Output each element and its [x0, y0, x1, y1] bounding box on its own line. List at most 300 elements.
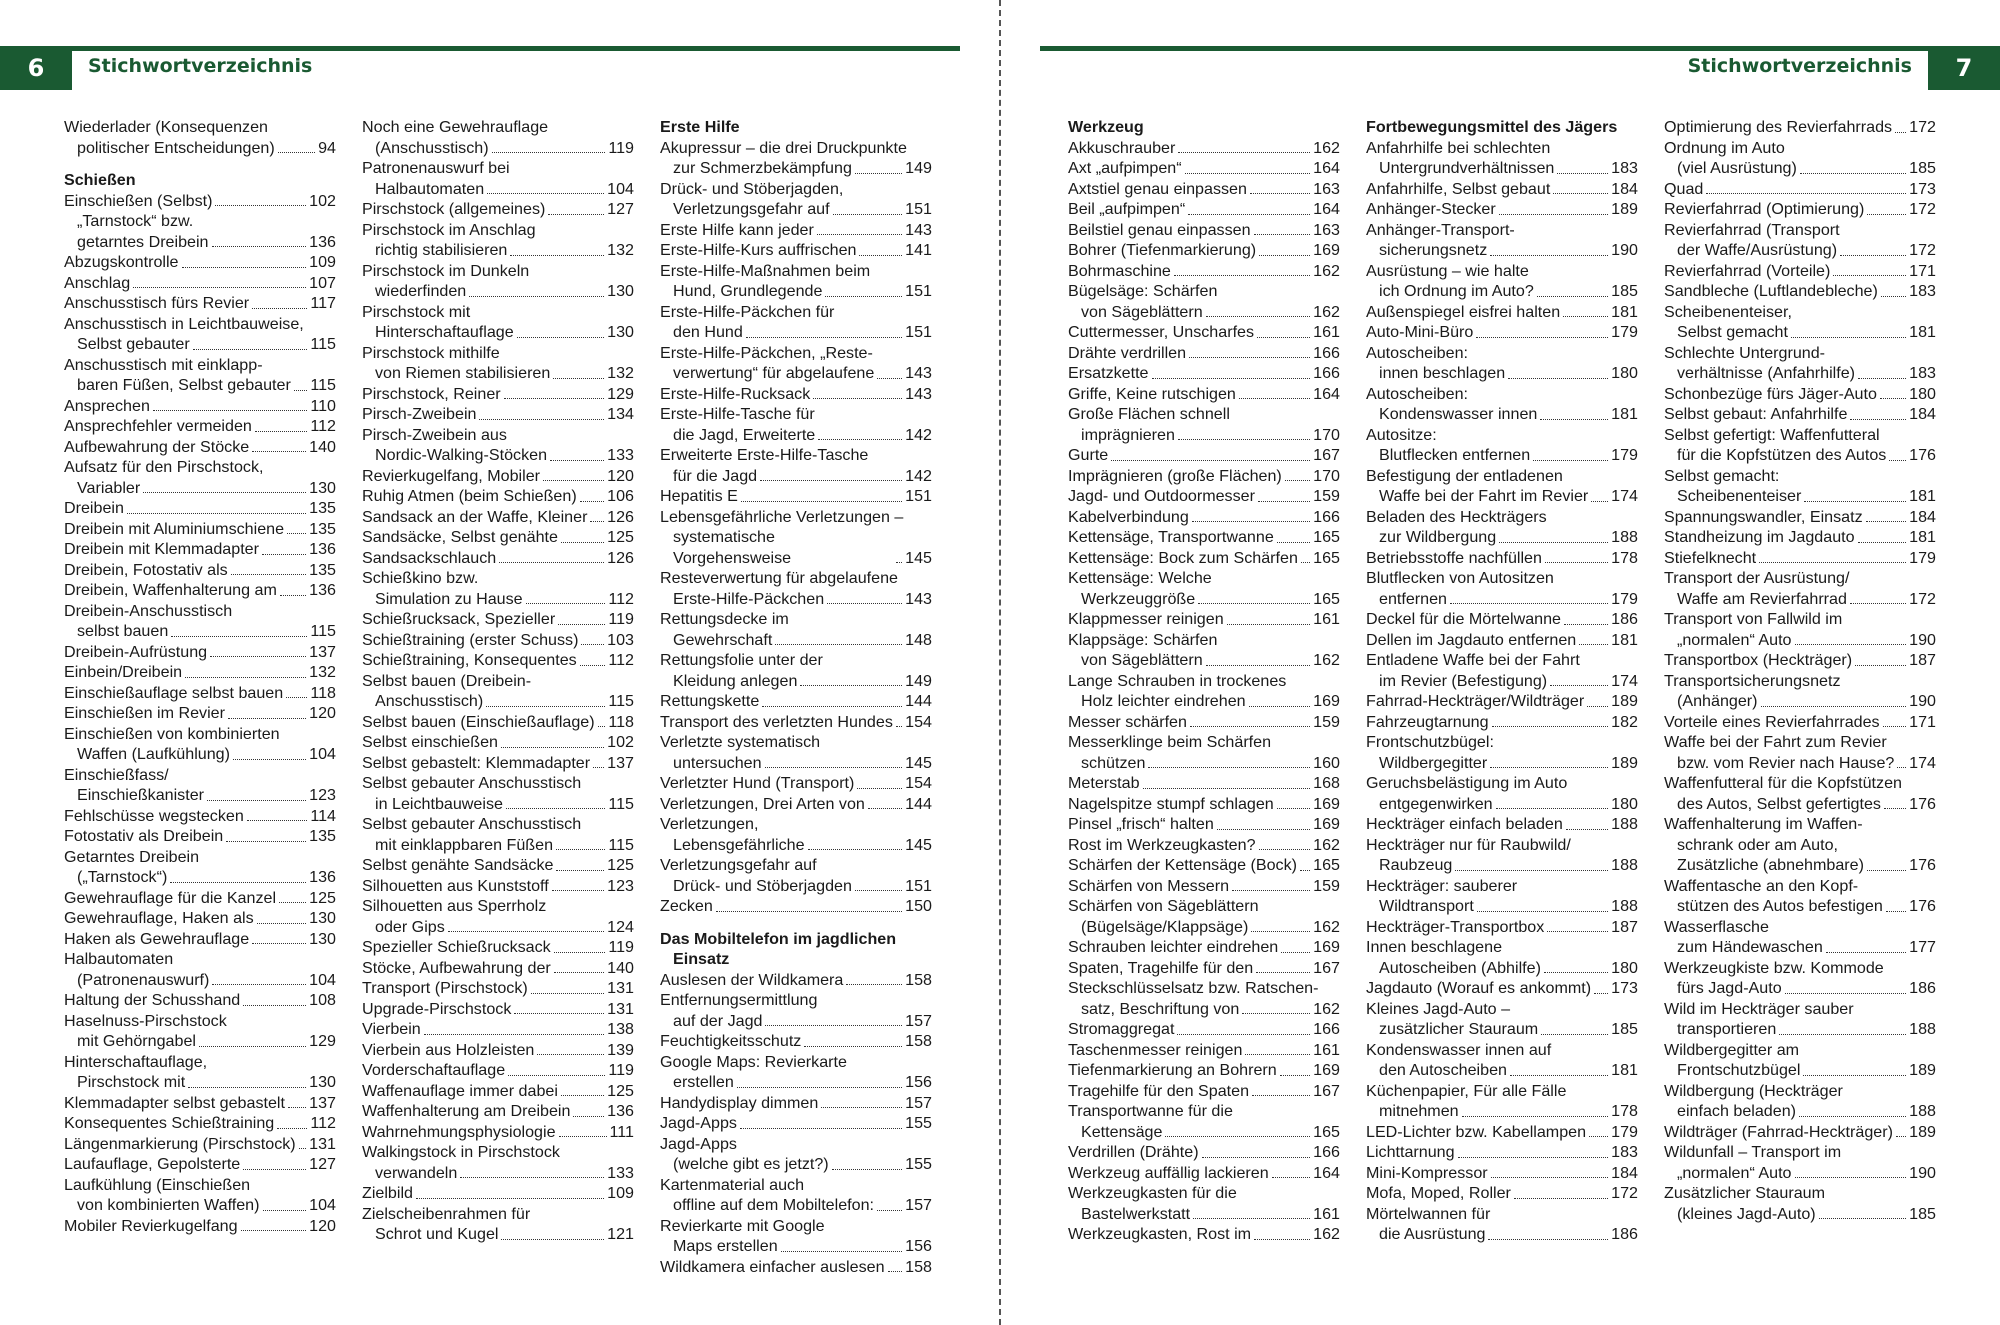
- dot-leader: [207, 800, 306, 801]
- index-entry: [362, 548, 634, 569]
- index-entry: [64, 478, 336, 499]
- dot-leader: [1189, 357, 1310, 358]
- index-entry: [1068, 1040, 1340, 1061]
- entry-page-number: 183: [1909, 282, 1936, 300]
- dot-leader: [1540, 419, 1608, 420]
- dot-leader: [556, 870, 604, 871]
- entry-term: Heckträger-Transportbox: [1366, 917, 1545, 936]
- entry-term: transportieren: [1677, 1020, 1777, 1038]
- entry-term: von Sägeblättern: [1081, 302, 1203, 321]
- entry-page-number: 159: [1313, 487, 1340, 505]
- entry-page-number: 181: [1909, 487, 1936, 505]
- index-entry: [1366, 1224, 1638, 1245]
- index-entry: [1664, 712, 1936, 733]
- index-entry-line: Erste-Hilfe-Päckchen für: [660, 302, 835, 321]
- index-entry: [64, 662, 336, 683]
- dot-leader: [299, 1148, 306, 1149]
- index-entry: [1068, 425, 1340, 446]
- index-entry-line: Waffentasche an den Kopf-: [1664, 876, 1859, 895]
- entry-page-number: 131: [309, 1134, 336, 1153]
- index-entry-line: Heckträger: sauberer: [1366, 876, 1518, 895]
- entry-page-number: 179: [1611, 323, 1638, 341]
- index-entry: [362, 466, 634, 487]
- entry-term: Stöcke, Aufbewahrung der: [362, 958, 551, 977]
- entry-term: Rost im Werkzeugkasten?: [1068, 835, 1256, 854]
- dot-leader: [1185, 173, 1311, 174]
- index-entry-line: Patronenauswurf bei: [362, 159, 510, 177]
- entry-page-number: 166: [1313, 1020, 1340, 1038]
- entry-term: Waffe am Revierfahrrad: [1677, 589, 1847, 608]
- entry-page-number: 107: [309, 273, 336, 292]
- index-entry: [64, 990, 336, 1011]
- index-entry: [1664, 1163, 1936, 1184]
- entry-term: Wildbergegitter: [1379, 753, 1488, 772]
- index-entry: [1664, 794, 1936, 815]
- entry-term: Wildtransport: [1379, 897, 1474, 915]
- index-entry-line: Küchenpapier, Für alle Fälle: [1366, 1081, 1567, 1100]
- index-entry: [660, 671, 932, 692]
- entry-page-number: 170: [1313, 466, 1340, 485]
- entry-term: Kabelverbindung: [1068, 507, 1189, 526]
- entry-page-number: 183: [1611, 159, 1638, 177]
- entry-term: zum Händewaschen: [1677, 938, 1823, 956]
- entry-term: Schonbezüge fürs Jäger-Auto: [1664, 384, 1877, 403]
- entry-page-number: 188: [1909, 1102, 1936, 1120]
- entry-page-number: 132: [607, 364, 634, 382]
- dot-leader: [1462, 1116, 1609, 1117]
- entry-term: Selbst gebauter: [77, 335, 190, 353]
- index-entry-line: Erste-Hilfe-Päckchen, „Reste-: [660, 343, 873, 362]
- entry-page-number: 180: [1611, 794, 1638, 813]
- entry-page-number: 178: [1611, 548, 1638, 567]
- entry-term: Revierkugelfang, Mobiler: [362, 466, 541, 485]
- entry-page-number: 166: [1313, 343, 1340, 362]
- dot-leader: [243, 1169, 306, 1170]
- index-entry: [362, 363, 634, 384]
- dot-leader: [825, 296, 902, 297]
- entry-page-number: 142: [905, 466, 932, 485]
- index-entry: [362, 630, 634, 651]
- entry-page-number: 154: [905, 712, 932, 731]
- dot-leader: [182, 267, 307, 268]
- dot-leader: [1188, 214, 1310, 215]
- entry-page-number: 181: [1611, 630, 1638, 649]
- entry-page-number: 179: [1909, 548, 1936, 567]
- dot-leader: [1566, 829, 1608, 830]
- index-entry: [1366, 712, 1638, 733]
- entry-page-number: 166: [1313, 364, 1340, 382]
- entry-page-number: 186: [1611, 610, 1638, 628]
- index-entry-line: Pirschstock im Dunkeln: [362, 261, 530, 280]
- index-entry-line: Selbst bauen (Dreibein-: [362, 671, 532, 690]
- dot-leader: [1259, 849, 1311, 850]
- index-entry: [660, 486, 932, 507]
- entry-term: offline auf dem Mobiltelefon:: [673, 1196, 874, 1214]
- entry-page-number: 172: [1909, 200, 1936, 218]
- entry-term: Wahrnehmungsphysiologie: [362, 1122, 556, 1141]
- dot-leader: [1550, 685, 1608, 686]
- index-entry-line: Silhouetten aus Sperrholz: [362, 897, 547, 915]
- entry-term: Fahrzeugtarnung: [1366, 712, 1489, 731]
- index-entry-line: Wildbergung (Heckträger: [1664, 1081, 1843, 1100]
- index-entry: [1068, 917, 1340, 938]
- index-entry-line: Revierfahrrad (Transport: [1664, 220, 1840, 239]
- dot-leader: [1553, 193, 1608, 194]
- entry-term: Sandsäcke, Selbst genähte: [362, 528, 558, 546]
- dot-leader: [501, 747, 604, 748]
- entry-page-number: 162: [1313, 835, 1340, 854]
- entry-term: Simulation zu Hause: [375, 589, 523, 608]
- entry-term: Revierfahrrad (Vorteile): [1664, 261, 1831, 280]
- dot-leader: [1152, 378, 1311, 379]
- entry-page-number: 162: [1313, 261, 1340, 280]
- entry-page-number: 104: [309, 970, 336, 989]
- index-entry: [1366, 404, 1638, 425]
- index-entry: [660, 1011, 932, 1032]
- entry-page-number: 137: [607, 753, 634, 772]
- index-entry: [1068, 773, 1340, 794]
- index-entry: [1664, 1204, 1936, 1225]
- dot-leader: [1547, 931, 1608, 932]
- index-entry-line: Wiederlader (Konsequenzen: [64, 118, 268, 136]
- index-entry: [64, 867, 336, 888]
- entry-term: Lichttarnung: [1366, 1143, 1455, 1161]
- entry-term: imprägnieren: [1081, 425, 1175, 444]
- index-entry-line: Revierkarte mit Google: [660, 1216, 825, 1235]
- index-entry: [1366, 1142, 1638, 1163]
- index-entry: [660, 527, 932, 568]
- entry-term: Pirsch-Zweibein: [362, 405, 477, 423]
- index-entry: [64, 519, 336, 540]
- entry-term: der Waffe/Ausrüstung): [1677, 241, 1838, 259]
- index-entry-line: Anschusstisch in Leichtbauweise,: [64, 314, 304, 333]
- entry-page-number: 154: [905, 774, 932, 792]
- entry-page-number: 171: [1909, 712, 1936, 731]
- entry-page-number: 188: [1611, 897, 1638, 915]
- entry-term: zur Schmerzbekämpfung: [673, 159, 852, 177]
- entry-page-number: 161: [1313, 1204, 1340, 1223]
- entry-page-number: 167: [1313, 958, 1340, 977]
- index-entry: [362, 507, 634, 528]
- entry-term: Transportbox (Heckträger): [1664, 651, 1853, 669]
- index-entry: [362, 589, 634, 610]
- entry-term: die Ausrüstung: [1379, 1225, 1486, 1243]
- entry-term: innen beschlagen: [1379, 364, 1506, 382]
- index-entry: [64, 375, 336, 396]
- index-entry-line: Anhänger-Transport-: [1366, 220, 1515, 239]
- entry-term: wiederfinden: [375, 282, 467, 300]
- entry-page-number: 172: [1909, 589, 1936, 608]
- index-entry: [1664, 896, 1936, 917]
- entry-term: im Revier (Befestigung): [1379, 671, 1548, 690]
- dot-leader: [1174, 275, 1310, 276]
- index-entry: [1664, 548, 1936, 569]
- dot-leader: [263, 1210, 307, 1211]
- index-entry: [64, 560, 336, 581]
- entry-term: („Tarnstock“): [77, 868, 168, 886]
- dot-leader: [243, 1005, 306, 1006]
- index-entry: [1366, 609, 1638, 630]
- index-entry: [1664, 404, 1936, 425]
- dot-leader: [1795, 644, 1907, 645]
- entry-term: Verletzter Hund (Transport): [660, 774, 855, 792]
- entry-term: Schärfen der Kettensäge (Bock): [1068, 856, 1298, 874]
- dot-leader: [199, 1046, 306, 1047]
- index-entry-line: Drück- und Stöberjagden,: [660, 179, 844, 198]
- entry-term: Ersatzkette: [1068, 364, 1149, 382]
- dot-leader: [278, 152, 315, 153]
- entry-term: Vorteile eines Revierfahrrades: [1664, 712, 1880, 731]
- entry-page-number: 119: [608, 138, 634, 157]
- entry-term: Erste-Hilfe-Päckchen: [673, 589, 825, 608]
- index-entry: [64, 826, 336, 847]
- index-entry-line: Erweiterte Erste-Hilfe-Tasche: [660, 446, 869, 464]
- entry-page-number: 148: [905, 630, 932, 649]
- index-entry: [1366, 896, 1638, 917]
- entry-term: „normalen“ Auto: [1677, 1163, 1792, 1182]
- index-entry-line: Wildbergegitter am: [1664, 1040, 1800, 1059]
- entry-page-number: 169: [1313, 1061, 1340, 1079]
- dot-leader: [153, 410, 307, 411]
- index-entry: [660, 384, 932, 405]
- index-entry-line: Kartenmaterial auch: [660, 1175, 805, 1194]
- index-entry: [64, 1093, 336, 1114]
- entry-page-number: 132: [309, 663, 336, 681]
- dot-leader: [1795, 1177, 1907, 1178]
- dot-leader: [1257, 337, 1310, 338]
- index-entry: [362, 527, 634, 548]
- index-entry: [1664, 199, 1936, 220]
- dot-leader: [1855, 665, 1906, 666]
- index-entry: [1664, 322, 1936, 343]
- index-entry-line: Klappsäge: Schärfen: [1068, 630, 1218, 649]
- entry-term: Erste-Hilfe-Kurs auffrischen: [660, 241, 857, 259]
- index-entry-line: Google Maps: Revierkarte: [660, 1052, 847, 1071]
- section-heading: Das Mobiltelefon im jagdlichen: [660, 929, 897, 948]
- dot-leader: [1217, 829, 1310, 830]
- entry-term: Dreibein, Waffenhalterung am: [64, 581, 277, 599]
- dot-leader: [1450, 603, 1608, 604]
- entry-page-number: 129: [607, 384, 634, 403]
- index-entry-line: Transportwanne für die: [1068, 1102, 1233, 1120]
- dot-leader: [765, 767, 903, 768]
- index-entry-line: Lebensgefährliche Verletzungen –: [660, 507, 904, 526]
- entry-page-number: 120: [309, 1216, 336, 1235]
- section-heading: Schießen: [64, 171, 136, 189]
- dot-leader: [896, 726, 902, 727]
- dot-leader: [1251, 931, 1310, 932]
- entry-term: verhältnisse (Anfahrhilfe): [1677, 364, 1856, 382]
- entry-page-number: 169: [1313, 938, 1340, 956]
- index-entry: [362, 958, 634, 979]
- entry-term: in Leichtbauweise: [375, 794, 503, 813]
- entry-page-number: 118: [310, 683, 336, 702]
- index-entry-line: Zielscheibenrahmen für: [362, 1204, 531, 1223]
- index-entry: [1068, 650, 1340, 671]
- dot-leader: [1178, 439, 1310, 440]
- dot-leader: [1867, 214, 1906, 215]
- entry-page-number: 172: [1909, 241, 1936, 259]
- entry-term: untersuchen: [673, 753, 762, 772]
- dot-leader: [1111, 460, 1310, 461]
- entry-page-number: 115: [310, 622, 336, 640]
- dot-leader: [448, 931, 604, 932]
- index-entry: [1366, 302, 1638, 323]
- index-entry: [1068, 343, 1340, 364]
- index-entry: [1664, 1101, 1936, 1122]
- dot-leader: [561, 1095, 604, 1096]
- entry-page-number: 183: [1909, 364, 1936, 382]
- index-entry-line: Lange Schrauben in trockenes: [1068, 671, 1287, 690]
- entry-term: Dreibein mit Aluminiumschiene: [64, 519, 285, 538]
- entry-term: mitnehmen: [1379, 1102, 1459, 1120]
- entry-term: Klemmadapter selbst gebastelt: [64, 1093, 285, 1112]
- entry-term: Dreibein: [64, 499, 124, 517]
- entry-term: die Jagd, Erweiterte: [673, 425, 816, 444]
- entry-term: Transport des verletzten Hundes: [660, 712, 893, 731]
- dot-leader: [188, 1087, 306, 1088]
- entry-term: Selbst gemacht: [1677, 323, 1788, 341]
- entry-term: Vierbein: [362, 1020, 421, 1038]
- entry-page-number: 177: [1909, 938, 1936, 956]
- dot-leader: [857, 788, 902, 789]
- entry-page-number: 164: [1313, 384, 1340, 403]
- entry-term: Stiefelknecht: [1664, 548, 1757, 567]
- index-entry: [1068, 753, 1340, 774]
- index-entry: [362, 179, 634, 200]
- index-entry: [1068, 794, 1340, 815]
- index-entry: [660, 1195, 932, 1216]
- dot-leader: [1579, 644, 1608, 645]
- dot-leader: [506, 808, 605, 809]
- index-entry-line: Heckträger nur für Raubwild/: [1366, 835, 1571, 854]
- dot-leader: [170, 882, 306, 883]
- dot-leader: [1833, 275, 1906, 276]
- entry-term: Untergrundverhältnissen: [1379, 159, 1555, 177]
- entry-term: (welche gibt es jetzt?): [673, 1155, 829, 1173]
- entry-term: Fotostativ als Dreibein: [64, 827, 224, 845]
- dot-leader: [424, 1034, 604, 1035]
- dot-leader: [1544, 972, 1608, 973]
- entry-term: Selbst einschießen: [362, 733, 498, 751]
- index-entry: [362, 445, 634, 466]
- entry-page-number: 130: [607, 323, 634, 341]
- entry-term: Halbautomaten: [375, 179, 485, 198]
- index-entry: [64, 806, 336, 827]
- dot-leader: [1227, 624, 1310, 625]
- entry-page-number: 143: [905, 220, 932, 239]
- entry-page-number: 167: [1313, 446, 1340, 464]
- index-entry: [1664, 855, 1936, 876]
- dot-leader: [877, 378, 902, 379]
- entry-term: politischer Entscheidungen): [77, 138, 275, 157]
- entry-page-number: 126: [607, 507, 634, 526]
- index-entry-line: Kettensäge: Welche: [1068, 569, 1212, 587]
- index-entry: [1664, 363, 1936, 384]
- index-entry: [1068, 384, 1340, 405]
- entry-term: Lebensgefährliche: [673, 835, 805, 854]
- entry-term: Deckel für die Mörtelwanne: [1366, 610, 1562, 628]
- entry-page-number: 180: [1909, 384, 1936, 403]
- dot-leader: [1510, 1075, 1608, 1076]
- index-entry: [362, 384, 634, 405]
- entry-term: Meterstab: [1068, 774, 1140, 792]
- entry-term: fürs Jagd-Auto: [1677, 979, 1782, 997]
- index-entry: [362, 732, 634, 753]
- entry-term: Vierbein aus Holzleisten: [362, 1040, 535, 1059]
- index-entry-line: Verletzte systematisch: [660, 733, 821, 751]
- index-entry: [1068, 814, 1340, 835]
- index-entry: [1068, 322, 1340, 343]
- entry-page-number: 188: [1611, 528, 1638, 546]
- entry-term: Schrot und Kugel: [375, 1225, 499, 1243]
- index-entry: [660, 970, 932, 991]
- dot-leader: [1533, 460, 1608, 461]
- dot-leader: [1779, 1034, 1906, 1035]
- entry-term: (Patronenauswurf): [77, 970, 210, 989]
- dot-leader: [143, 492, 306, 493]
- entry-term: Kondenswasser innen: [1379, 405, 1538, 423]
- entry-page-number: 158: [905, 970, 932, 989]
- entry-term: Gewehrauflage für die Kanzel: [64, 888, 277, 907]
- index-entry: [1366, 1101, 1638, 1122]
- entry-term: ich Ordnung im Auto?: [1379, 282, 1534, 300]
- index-entry: [660, 835, 932, 856]
- index-entry: [1664, 507, 1936, 528]
- index-entry-line: Transport der Ausrüstung/: [1664, 569, 1850, 587]
- dot-leader: [846, 984, 902, 985]
- dot-leader: [1499, 214, 1608, 215]
- index-entry: [362, 240, 634, 261]
- dot-leader: [501, 1239, 604, 1240]
- entry-page-number: 112: [310, 1114, 336, 1132]
- dot-leader: [1301, 562, 1310, 563]
- entry-page-number: 115: [608, 835, 634, 854]
- entry-page-number: 143: [905, 364, 932, 382]
- dot-leader: [1458, 1157, 1609, 1158]
- entry-term: Fehlschüsse wegstecken: [64, 806, 244, 825]
- entry-page-number: 150: [905, 897, 932, 915]
- entry-term: richtig stabilisieren: [375, 241, 508, 259]
- entry-page-number: 130: [309, 929, 336, 948]
- entry-term: Wildkamera einfacher auslesen: [660, 1257, 885, 1276]
- entry-page-number: 169: [1313, 692, 1340, 710]
- dot-leader: [1866, 521, 1907, 522]
- index-entry-line: Hinterschaftauflage,: [64, 1052, 208, 1071]
- entry-term: Waffenhalterung am Dreibein: [362, 1102, 571, 1120]
- entry-page-number: 130: [309, 1073, 336, 1091]
- index-entry: [362, 486, 634, 507]
- dot-leader: [1563, 316, 1608, 317]
- entry-page-number: 123: [309, 786, 336, 804]
- dot-leader: [1897, 767, 1906, 768]
- dot-leader: [1254, 1239, 1310, 1240]
- index-entry: [64, 437, 336, 458]
- index-entry: [64, 1113, 336, 1134]
- dot-leader: [1803, 1075, 1906, 1076]
- index-column-1: [64, 117, 336, 1236]
- entry-page-number: 145: [905, 548, 932, 567]
- index-entry: [660, 753, 932, 774]
- entry-term: Bastelwerkstatt: [1081, 1204, 1191, 1223]
- index-entry: [1366, 158, 1638, 179]
- entry-term: Cuttermesser, Unscharfes: [1068, 323, 1255, 341]
- entry-term: Wildträger (Fahrrad-Heckträger): [1664, 1122, 1893, 1141]
- index-entry: [362, 712, 634, 733]
- index-entry: [1068, 363, 1340, 384]
- entry-page-number: 189: [1611, 692, 1638, 710]
- dot-leader: [1252, 1095, 1310, 1096]
